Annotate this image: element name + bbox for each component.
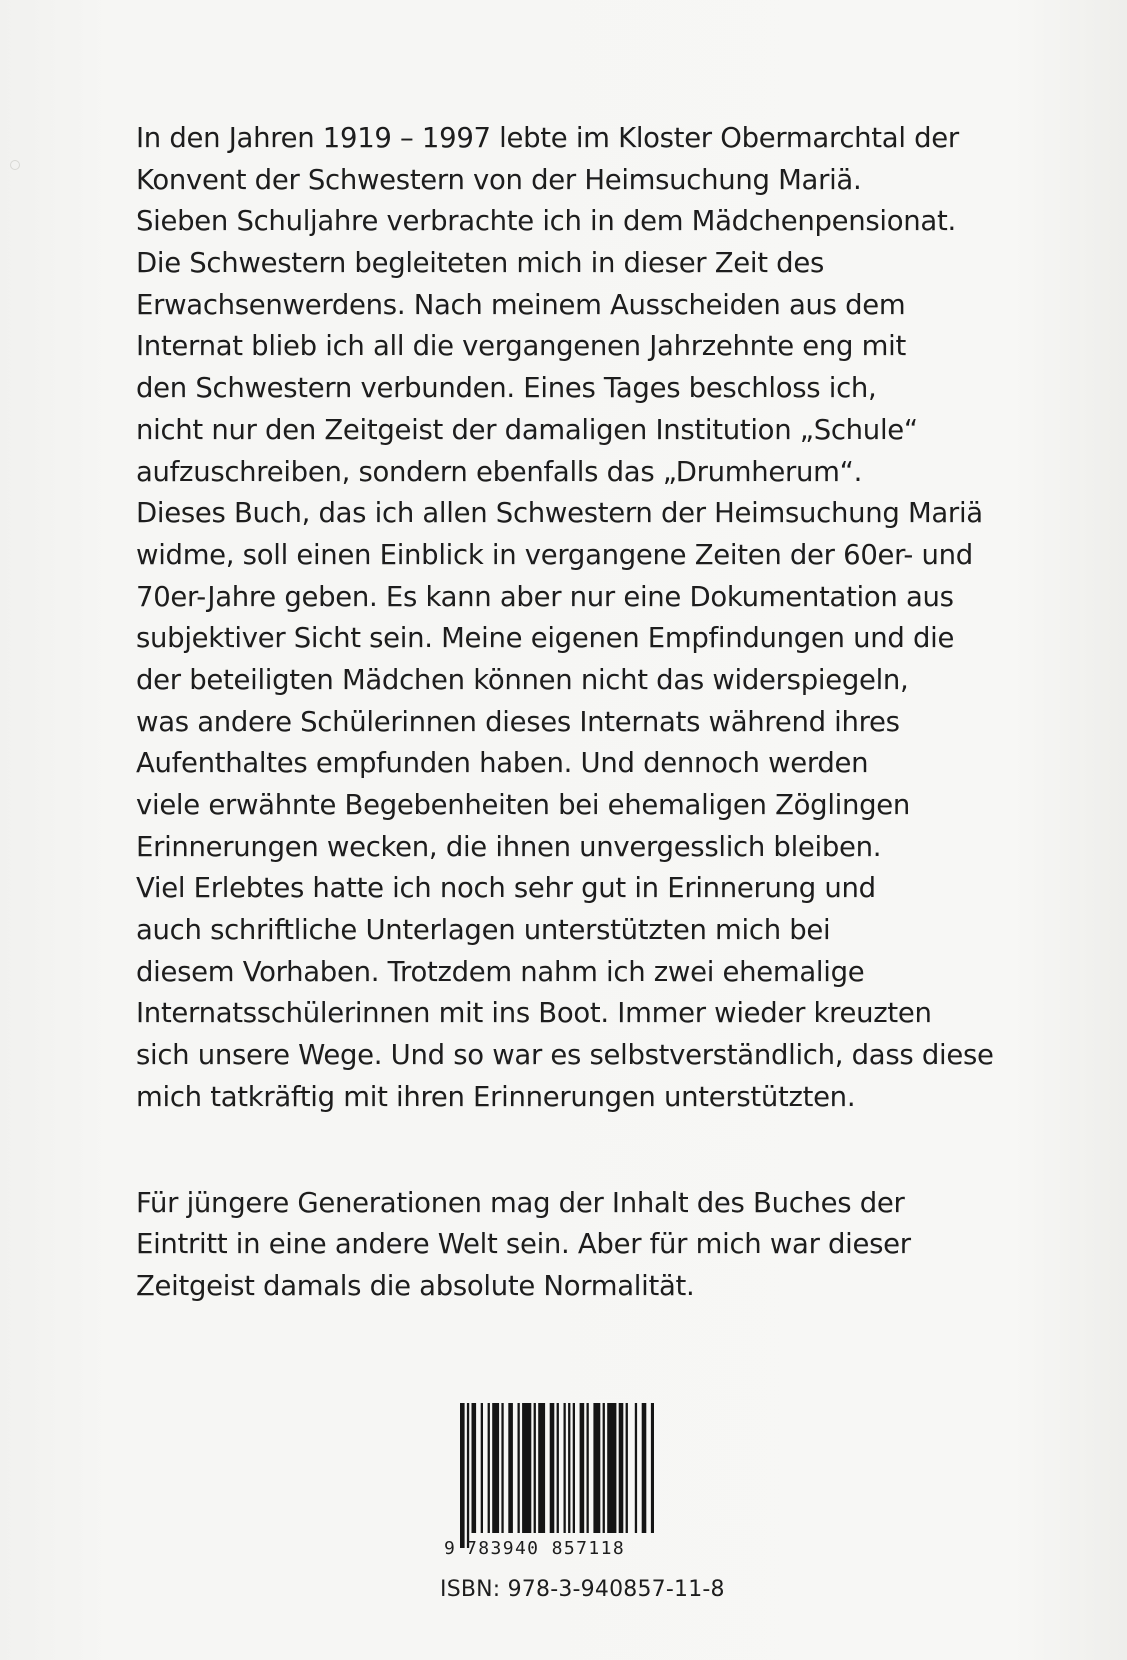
blurb-line: aufzuschreiben, sondern ebenfalls das „Drumherum“. bbox=[136, 455, 863, 488]
blurb-line: sich unsere Wege. Und so war es selbstverständlich, dass diese bbox=[136, 1039, 994, 1072]
blurb-line: den Schwestern verbunden. Eines Tages beschloss ich, bbox=[136, 372, 877, 405]
barcode-bar bbox=[467, 1403, 469, 1548]
barcode-bar bbox=[651, 1403, 654, 1533]
closing-line: Für jüngere Generationen mag der Inhalt des Buches der bbox=[136, 1186, 905, 1219]
barcode-bar bbox=[580, 1403, 585, 1533]
blurb-line: Sieben Schuljahre verbrachte ich in dem Mädchenpensionat. bbox=[136, 205, 956, 238]
barcode-bar bbox=[460, 1403, 465, 1548]
barcode-bar bbox=[538, 1403, 545, 1533]
blurb-line: was andere Schülerinnen dieses Internats während ihres bbox=[136, 705, 900, 738]
blurb-line: mich tatkräftig mit ihren Erinnerungen unterstützten. bbox=[136, 1080, 856, 1113]
closing-line: Eintritt in eine andere Welt sein. Aber für mich war dieser bbox=[136, 1228, 911, 1261]
barcode-lead-digit: 9 bbox=[444, 1538, 455, 1559]
barcode-bar bbox=[593, 1403, 600, 1533]
blurb-line: Erinnerungen wecken, die ihnen unvergesslich bleiben. bbox=[136, 830, 882, 863]
barcode-bar bbox=[568, 1403, 570, 1533]
paragraph-gap bbox=[136, 1119, 1056, 1183]
barcode-bar bbox=[481, 1403, 483, 1533]
barcode-bar bbox=[557, 1403, 559, 1533]
blurb-line: Konvent der Schwestern von der Heimsuchung Mariä. bbox=[136, 163, 862, 196]
blurb-line: Die Schwestern begleiteten mich in dieser Zeit des bbox=[136, 247, 824, 280]
blurb-line: Erwachsenwerdens. Nach meinem Ausscheiden aus dem bbox=[136, 288, 906, 321]
barcode-bar bbox=[508, 1403, 513, 1533]
barcode-bar bbox=[573, 1403, 575, 1533]
barcode-bar bbox=[534, 1403, 536, 1533]
barcode-bar bbox=[607, 1403, 616, 1533]
blurb-line: auch schriftliche Unterlagen unterstützten mich bei bbox=[136, 914, 831, 947]
barcode-bar bbox=[603, 1403, 605, 1533]
blurb-line: der beteiligten Mädchen können nicht das widerspiegeln, bbox=[136, 663, 909, 696]
blurb-line: widme, soll einen Einblick in vergangene Zeiten der 60er- und bbox=[136, 538, 973, 571]
barcode-bar bbox=[488, 1403, 490, 1533]
barcode-bar bbox=[626, 1403, 628, 1533]
barcode-bar bbox=[564, 1403, 566, 1533]
barcode-digits: 783940 857118 bbox=[466, 1538, 626, 1559]
paper-speck bbox=[10, 160, 20, 170]
barcode-bars bbox=[444, 1403, 654, 1553]
barcode-bar bbox=[619, 1403, 624, 1533]
blurb-text bbox=[136, 118, 1056, 1308]
barcode-bar bbox=[522, 1403, 531, 1533]
blurb-line: subjektiver Sicht sein. Meine eigenen Empfindungen und die bbox=[136, 622, 955, 655]
blurb-line: Internatsschülerinnen mit ins Boot. Immer wieder kreuzten bbox=[136, 997, 932, 1030]
barcode-bar bbox=[550, 1403, 555, 1533]
barcode-bar bbox=[492, 1403, 499, 1533]
blurb-line: In den Jahren 1919 – 1997 lebte im Kloster Obermarchtal der bbox=[136, 122, 959, 154]
blurb-line: Dieses Buch, das ich allen Schwestern der Heimsuchung Mariä bbox=[136, 497, 983, 530]
barcode-bar bbox=[587, 1403, 589, 1533]
blurb-line: viele erwähnte Begebenheiten bei ehemaligen Zöglingen bbox=[136, 789, 911, 821]
blurb-line: Aufenthaltes empfunden haben. Und dennoch werden bbox=[136, 747, 869, 780]
blurb-line: Internat blieb ich all die vergangenen Jahrzehnte eng mit bbox=[136, 330, 906, 363]
closing-line: Zeitgeist damals die absolute Normalität. bbox=[136, 1269, 695, 1302]
barcode-bar bbox=[472, 1403, 477, 1533]
barcode-bar bbox=[501, 1403, 503, 1533]
barcode-bar bbox=[635, 1403, 637, 1533]
isbn-number: ISBN: 978-3-940857-11-8 bbox=[440, 1577, 725, 1602]
blurb-line: Viel Erlebtes hatte ich noch sehr gut in Erinnerung und bbox=[136, 872, 876, 905]
barcode-bar bbox=[518, 1403, 520, 1533]
blurb-line: 70er-Jahre geben. Es kann aber nur eine Dokumentation aus bbox=[136, 580, 954, 613]
barcode-bar bbox=[642, 1403, 647, 1533]
blurb-line: nicht nur den Zeitgeist der damaligen Institution „Schule“ bbox=[136, 413, 918, 446]
blurb-line: diesem Vorhaben. Trotzdem nahm ich zwei ehemalige bbox=[136, 955, 865, 988]
